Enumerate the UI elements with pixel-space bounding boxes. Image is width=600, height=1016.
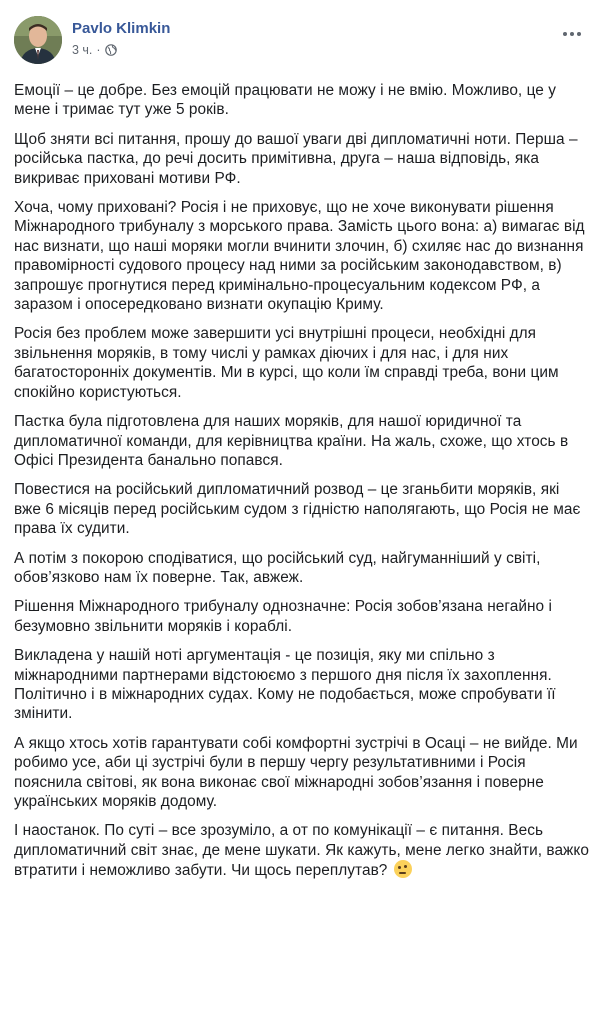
profile-photo-icon — [14, 16, 62, 64]
post-header — [14, 16, 586, 64]
post-paragraph-text: І наостанок. По суті – все зрозуміло, а от по комунікації – є питання. Весь дипломатичний світ знає, де мене шукати. Як кажуть, мене легко знайти, важко втратити і неможливо забути. Чи щось переплутав? — [14, 822, 589, 880]
author-avatar[interactable] — [14, 16, 62, 64]
thinking-face-emoji-icon — [394, 860, 412, 878]
post-paragraph: Пастка була підготовлена для наших моряків, для нашої юридичної та дипломатичної команди, для керівництва країни. На жаль, схоже, що хтось в Офісі Президента банально попався. — [14, 413, 569, 469]
post-paragraph: Рішення Міжнародного трибуналу однозначне: Росія зобов’язана негайно і безумовно звільнити моряків і кораблі. — [14, 598, 552, 635]
post-paragraph-last — [14, 821, 590, 880]
post-paragraph: Викладена у нашій ноті аргументація - це позиція, яку ми спільно з міжнародними партнерами відстоюємо з першого дня після їх захоплення. Політично і в міжнародних судах. Кому не подобається, може спробувати її змінити. — [14, 647, 556, 723]
post-paragraph: Щоб зняти всі питання, прошу до вашої уваги дві дипломатичні ноти. Перша – російська пастка, до речі досить примітивна, друга – наша відповідь, яка викриває приховані мотиви РФ. — [14, 130, 578, 187]
post-paragraph: Хоча, чому приховані? Росія і не приховує, що не хоче виконувати рішення Міжнародного трибуналу з морського права. Замість цього вона: а) вимагає від нас визнати, що наші моряки могли вчинити злочин, б) схиляє нас до визнання правомірності судового процесу над ними за російським законодавством, в) запрошує прогнутися перед кримінально-процесуальним кодексом РФ, а заразом і опосередковано визнати окупацію Криму. — [14, 199, 585, 314]
more-options-icon[interactable] — [558, 24, 586, 44]
post-text — [14, 81, 590, 891]
post-timestamp[interactable]: 3 ч. — [72, 43, 93, 57]
post-paragraph: А потім з покорою сподіватися, що російський суд, найгуманніший у світі, обов’язково нам їх поверне. Так, авжеж. — [14, 549, 541, 586]
post-paragraph: Росія без проблем може завершити усі внутрішні процеси, необхідні для звільнення моряків, в тому числі у рамках діючих і для нас, і для них багатосторонніх документів. Ми в курсі, що коли їм справді треба, вони цим спокійно користуються. — [14, 325, 559, 401]
post-paragraph: А якщо хтось хотів гарантувати собі комфортні зустрічі в Осаці – не вийде. Ми робимо усе, аби ці зустрічі були в першу чергу результативними і Росія пояснила світові, як вона виконає свої міжнародні зобов’язання і поверне українських моряків додому. — [14, 734, 578, 810]
meta-separator: · — [96, 43, 101, 57]
post-paragraph: Повестися на російський дипломатичний розвод – це зганьбити моряків, які вже 6 місяців перед російським судом з гідністю наполягають, що Росія не має права їх судити. — [14, 481, 581, 538]
post-meta — [72, 43, 117, 57]
author-name-link[interactable]: Pavlo Klimkin — [72, 20, 171, 37]
globe-icon[interactable] — [105, 44, 117, 56]
post-paragraph: Емоції – це добре. Без емоцій працювати не можу і не вмію. Можливо, це у мене і тримає тут уже 5 років. — [14, 82, 556, 119]
